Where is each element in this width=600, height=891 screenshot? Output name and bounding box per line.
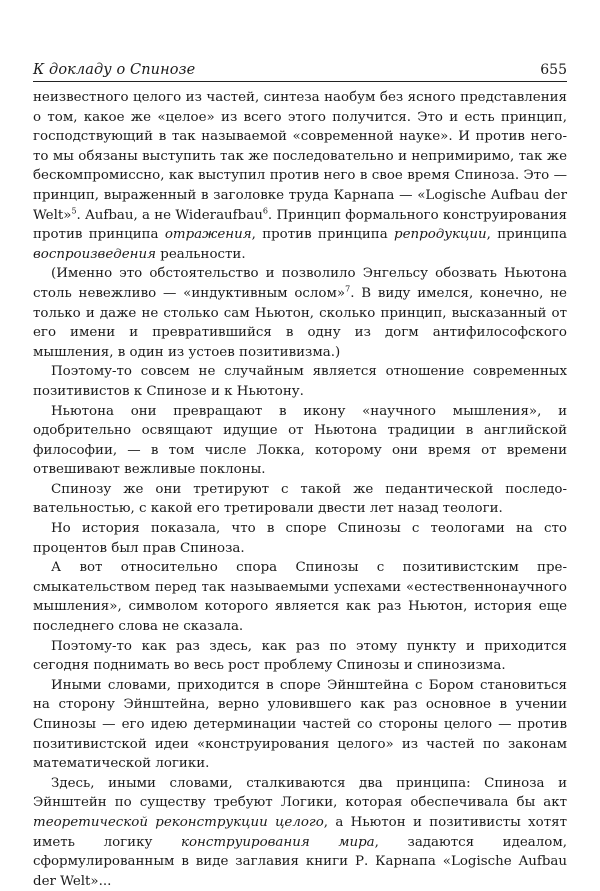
emphasis-text: воспроизведения: [33, 246, 156, 262]
paragraph: [33, 402, 567, 480]
text-run: Поэтому-то как раз здесь, как раз по этому пункту и приходится сегодня поднимать во весь рост проблему Спинозы и спинозизма.: [33, 638, 567, 674]
text-run: . Принцип формального конструирования против принципа: [33, 207, 567, 243]
emphasis-text: теоретической реконструкции целого: [33, 814, 324, 830]
running-header: [33, 60, 567, 82]
paragraph: [33, 264, 567, 362]
text-run: Спинозу же они третируют с такой же педантической последовательностью, с какой его третировали двести лет назад теологи.: [33, 481, 567, 517]
paragraph: [33, 480, 567, 519]
text-run: Ньютона они превращают в икону «научного мышления», и одобрительно освящают идущие от Ньютона традиции в английской философии, — в том числе Локка, которому они время от времени отвешивают вежливые поклоны.: [33, 403, 567, 478]
text-run: неизвестного целого из частей, синтеза наобум без ясного представления о том, какое же «целое» из всего этого получится. Это и есть принцип, господствующий в так называемой «современной науке». И против него-то мы обязаны выступить так же последовательно и непримиримо, так же бескомпромиссно, как выступил против него в свое время Спиноза. Это — принцип, выраженный в заголовке труда Карнапа — «Logische Aufbau der Welt»: [33, 90, 567, 223]
emphasis-text: отражения: [164, 227, 252, 243]
text-run: А вот относительно спора Спинозы с позитивистским пресмыкательством перед так называемыми успехами «естественнонаучного мышления», символом которого является как раз Ньютон, история еще последнего слова не сказала.: [33, 560, 567, 635]
text-run: , задаются идеалом, сформулированным в виде заглавия книги Р. Карнапа «Logische Aufbau der Welt»...: [33, 834, 567, 889]
paragraph: [33, 88, 567, 264]
paragraph: [33, 558, 567, 636]
emphasis-text: репродукции: [394, 227, 487, 243]
text-run: Поэтому-то совсем не случайным является отношение современных позитивистов к Спинозе и к Ньютону.: [33, 364, 567, 399]
page-number: 655: [540, 62, 567, 78]
emphasis-text: конструирования мира: [180, 834, 375, 850]
footnote-ref[interactable]: 5: [71, 206, 77, 216]
paragraph: [33, 774, 567, 891]
footnote-ref[interactable]: 6: [262, 206, 268, 216]
text-run: реальности.: [155, 246, 246, 262]
text-run: . Aufbau, а не Wideraufbau: [76, 207, 263, 223]
paragraph: [33, 676, 567, 774]
text-run: . В виду имелся, конечно, не только и даже не столько сам Ньютон, сколько принцип, высказанный от его имени и превратившийся в одну из догм антифилософского мышления, в один из устоев позитивизма.): [33, 285, 567, 360]
text-run: , принципа: [486, 227, 567, 243]
text-run: , против принципа: [251, 227, 395, 243]
text-run: , а Ньютон и позитивисты хотят иметь логику: [33, 814, 567, 850]
text-run: Иными словами, приходится в споре Эйнштейна с Бором становиться на сторону Эйнштейна, верно уловившего как раз основное в учении Спинозы — его идею детерминации частей со стороны целого — против позитивистской идеи «конструирования целого» из частей по законам математической логики.: [33, 677, 567, 772]
text-run: (Именно это обстоятельство и позволило Энгельсу обозвать Ньютона столь невежливо — «индуктивным ослом»: [33, 266, 567, 301]
paragraph: [33, 519, 567, 558]
body-text: [33, 88, 567, 891]
paragraph: [33, 362, 567, 401]
footnote-ref[interactable]: 7: [345, 284, 351, 294]
paragraph: [33, 637, 567, 676]
running-title: К докладу о Спинозе: [33, 62, 196, 78]
text-run: Но история показала, что в споре Спинозы с теологами на сто процентов был прав Спиноза.: [33, 521, 567, 556]
text-run: Здесь, иными словами, сталкиваются два принципа: Спиноза и Эйнштейн по существу требуют Логики, которая обеспечивала бы акт: [33, 775, 567, 811]
